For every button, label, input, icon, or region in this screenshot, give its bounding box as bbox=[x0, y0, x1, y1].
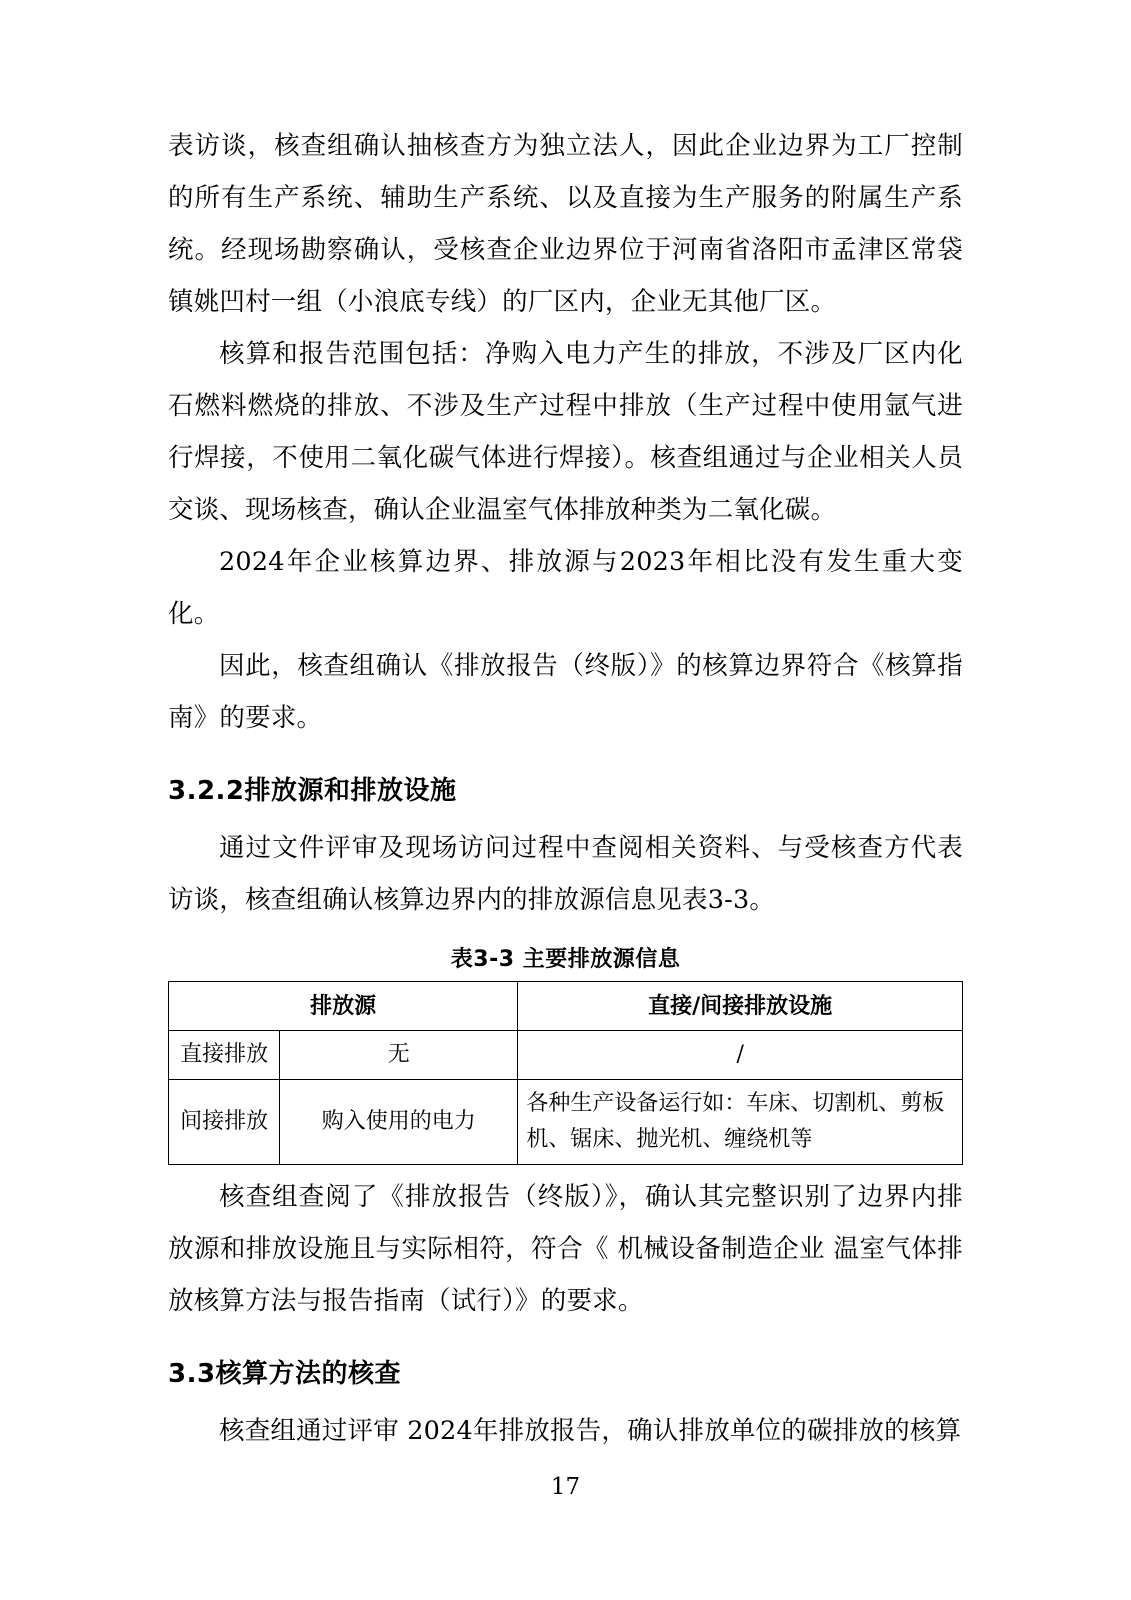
paragraph-4: 因此，核查组确认《排放报告（终版）》的核算边界符合《核算指南》的要求。 bbox=[168, 651, 963, 733]
cell-source-indirect: 购入使用的电力 bbox=[280, 1080, 518, 1165]
table-row bbox=[169, 1031, 963, 1080]
paragraph-3-2-2: 通过文件评审及现场访问过程中查阅相关资料、与受核查方代表访谈，核查组确认核算边界内的排放源信息见表3-3。 bbox=[168, 833, 963, 915]
header-emission-source: 排放源 bbox=[169, 982, 518, 1031]
header-emission-facility: 直接/间接排放设施 bbox=[518, 982, 963, 1031]
paragraph-after-table: 核查组查阅了《排放报告（终版）》，确认其完整识别了边界内排放源和排放设施且与实际相符，符合《 机械设备制造企业 温室气体排放核算方法与报告指南（试行）》的要求。 bbox=[168, 1182, 963, 1316]
heading-3-3: 3.3核算方法的核查 bbox=[168, 1359, 402, 1389]
table-caption: 表3-3 主要排放源信息 bbox=[450, 947, 681, 972]
emission-sources-table bbox=[168, 981, 963, 1165]
paragraph-2: 核算和报告范围包括：净购入电力产生的排放，不涉及厂区内化石燃料燃烧的排放、不涉及生产过程中排放（生产过程中使用氩气进行焊接，不使用二氧化碳气体进行焊接）。核查组通过与企业相关人员交谈、现场核查，确认企业温室气体排放种类为二氧化碳。 bbox=[168, 339, 963, 525]
heading-3-2-2: 3.2.2排放源和排放设施 bbox=[168, 776, 457, 806]
paragraph-3-3: 核查组通过评审 2024年排放报告，确认排放单位的碳排放的核算 bbox=[219, 1416, 962, 1446]
table-header-row bbox=[169, 982, 963, 1031]
cell-facility-indirect: 各种生产设备运行如：车床、切割机、剪板机、锯床、抛光机、缠绕机等 bbox=[518, 1080, 963, 1165]
page-number: 17 bbox=[550, 1474, 581, 1500]
paragraph-1: 表访谈，核查组确认抽核查方为独立法人，因此企业边界为工厂控制的所有生产系统、辅助生产系统、以及直接为生产服务的附属生产系统。经现场勘察确认，受核查企业边界位于河南省洛阳市孟津区常袋镇姚凹村一组（小浪底专线）的厂区内，企业无其他厂区。 bbox=[168, 131, 963, 317]
cell-type-direct: 直接排放 bbox=[169, 1031, 280, 1080]
table-row bbox=[169, 1080, 963, 1165]
cell-type-indirect: 间接排放 bbox=[169, 1080, 280, 1165]
cell-source-direct: 无 bbox=[280, 1031, 518, 1080]
paragraph-3: 2024年企业核算边界、排放源与2023年相比没有发生重大变化。 bbox=[168, 547, 963, 629]
cell-facility-direct: / bbox=[518, 1031, 963, 1080]
